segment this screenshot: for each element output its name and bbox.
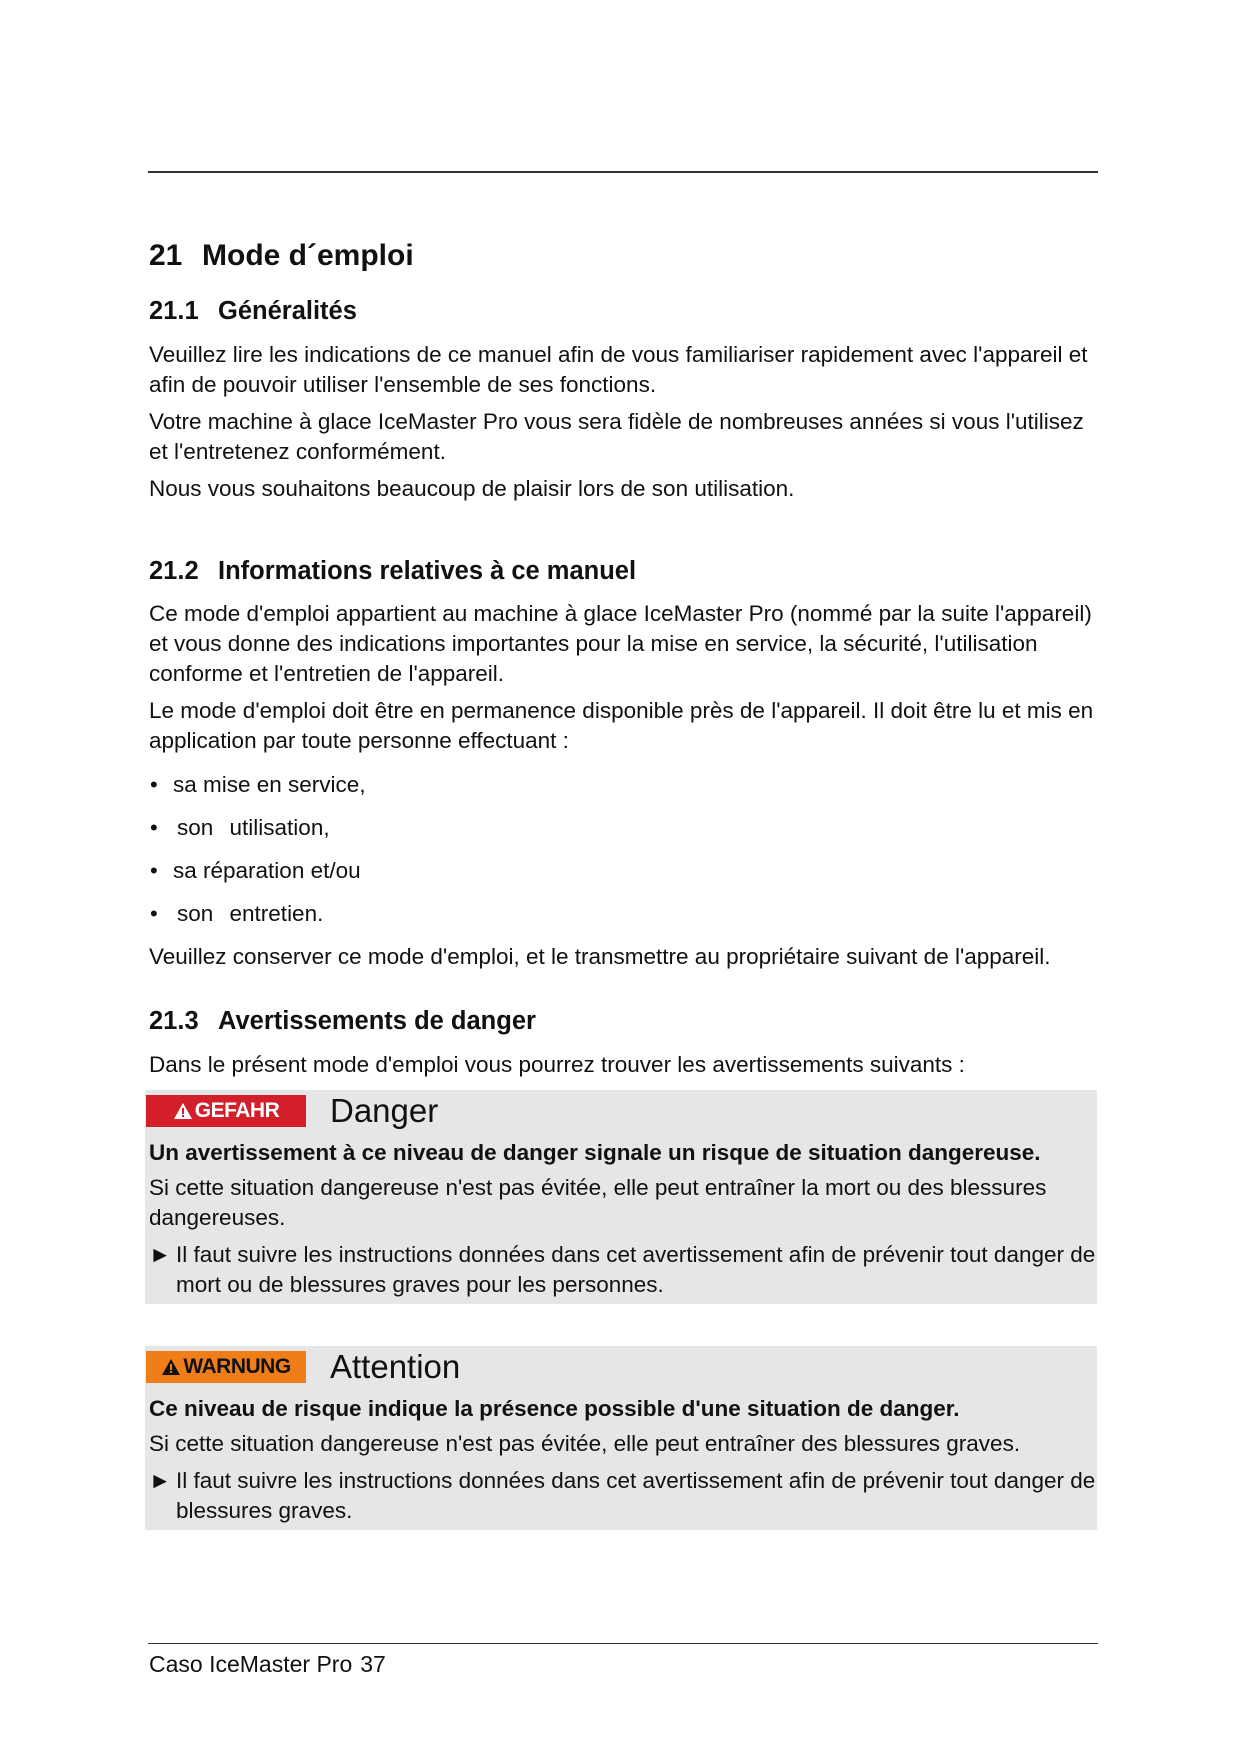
- section-number: 21.2: [149, 556, 199, 585]
- bullet-list: [149, 770, 1101, 929]
- badge-label: WARNUNG: [183, 1354, 291, 1378]
- gefahr-badge: [146, 1095, 306, 1127]
- warning-box-attention: [145, 1346, 1097, 1530]
- list-item: • son utilisation,: [149, 813, 1101, 843]
- warning-instruction: [149, 1240, 1097, 1300]
- paragraph: Dans le présent mode d'emploi vous pourrez trouver les avertissements suivants :: [149, 1051, 965, 1077]
- chapter-number: 21: [149, 239, 183, 272]
- warning-title: Danger: [330, 1091, 439, 1129]
- section-number: 21.3: [149, 1007, 199, 1036]
- instruction-text: Il faut suivre les instructions données dans cet avertissement afin de prévenir tout danger de blessures graves.: [176, 1467, 1096, 1523]
- list-item: • son entretien.: [149, 899, 1101, 929]
- list-item: • sa mise en service,: [149, 770, 1101, 800]
- paragraph: Veuillez lire les indications de ce manuel afin de vous familiariser rapidement avec l'appareil et afin de pouvoir utiliser l'ensemble de ses fonctions.: [149, 341, 1088, 397]
- footer-rule: [148, 1643, 1098, 1644]
- warning-lead: Un avertissement à ce niveau de danger signale un risque de situation dangereuse.: [149, 1139, 1041, 1165]
- page-number: 37: [360, 1651, 386, 1677]
- warning-triangle-icon: [173, 1102, 193, 1120]
- chapter-heading: [149, 238, 1101, 274]
- section-heading-informations: [149, 556, 1101, 587]
- chapter-title: Mode d´emploi: [202, 239, 414, 272]
- paragraph: Votre machine à glace IceMaster Pro vous sera fidèle de nombreuses années si vous l'utilisez et l'entretenez conformément.: [149, 408, 1084, 464]
- warning-text: Si cette situation dangereuse n'est pas évitée, elle peut entraîner la mort ou des blessures dangereuses.: [149, 1174, 1047, 1230]
- section-title: Avertissements de danger: [218, 1007, 536, 1036]
- section-number: 21.1: [149, 297, 199, 325]
- warnung-badge: [146, 1351, 306, 1383]
- section-heading-generalites: [149, 296, 1101, 327]
- section-title: Généralités: [218, 297, 357, 325]
- paragraph: Veuillez conserver ce mode d'emploi, et le transmettre au propriétaire suivant de l'appareil.: [149, 944, 1051, 970]
- paragraph: Le mode d'emploi doit être en permanence disponible près de l'appareil. Il doit être lu et mis en application par toute personne effectuant :: [149, 698, 1094, 754]
- paragraph: Nous vous souhaitons beaucoup de plaisir lors de son utilisation.: [149, 475, 795, 501]
- page-content: [149, 238, 1101, 1530]
- warning-box-danger: [145, 1090, 1097, 1304]
- warning-header: [149, 1346, 1097, 1388]
- instruction-text: Il faut suivre les instructions données dans cet avertissement afin de prévenir tout danger de mort ou de blessures graves pour les personnes.: [176, 1241, 1096, 1297]
- badge-label: GEFAHR: [194, 1098, 280, 1122]
- arrow-right-icon: ►: [149, 1467, 172, 1493]
- warning-instruction: [149, 1466, 1097, 1526]
- paragraph: Ce mode d'emploi appartient au machine à glace IceMaster Pro (nommé par la suite l'appareil) et vous donne des indications importantes pour la mise en service, la sécurité, l'utilisation conforme et l'entretien de l'appareil.: [149, 601, 1092, 687]
- warning-text: Si cette situation dangereuse n'est pas évitée, elle peut entraîner des blessures graves.: [149, 1430, 1021, 1456]
- warning-triangle-icon: [161, 1358, 181, 1376]
- footer-product: Caso IceMaster Pro: [149, 1651, 353, 1677]
- arrow-right-icon: ►: [149, 1241, 172, 1267]
- section-heading-avertissements: [149, 1006, 1101, 1037]
- page-footer: [149, 1649, 386, 1679]
- list-item: • sa réparation et/ou: [149, 856, 1101, 886]
- warning-title: Attention: [330, 1347, 461, 1385]
- warning-lead: Ce niveau de risque indique la présence possible d'une situation de danger.: [149, 1395, 960, 1421]
- section-title: Informations relatives à ce manuel: [218, 556, 637, 585]
- header-rule: [148, 171, 1098, 173]
- warning-header: [149, 1090, 1097, 1132]
